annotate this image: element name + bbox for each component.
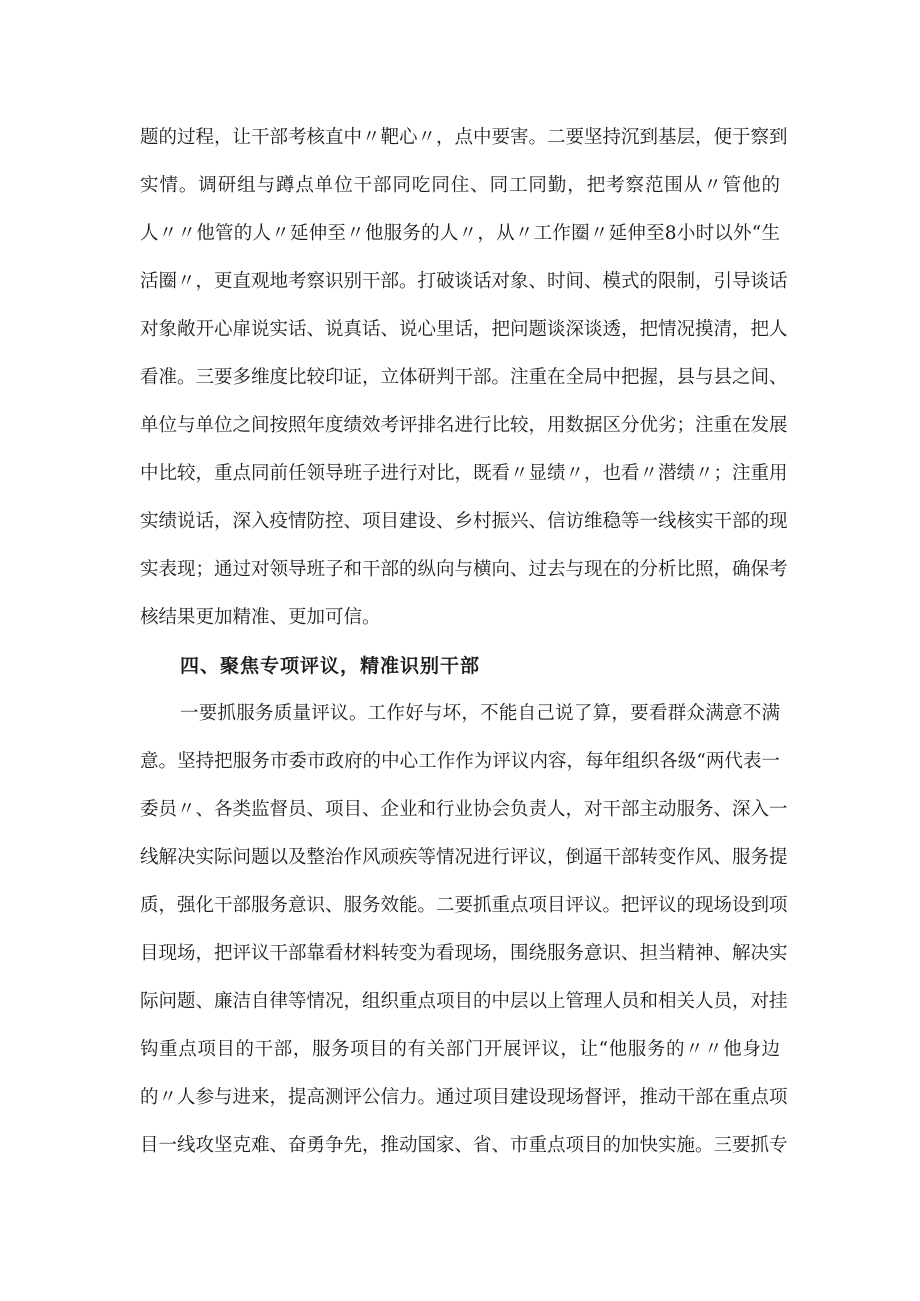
text-line: 意。坚持把服务市委市政府的中心工作作为评议内容，每年组织各级“两代表一 <box>140 751 780 772</box>
text-line: 中比较，重点同前任领导班子进行对比，既看〃显绩〃，也看〃潜绩〃；注重用 <box>140 463 788 484</box>
text-line: 线解决实际问题以及整治作风顽疾等情况进行评议，倒逼干部转变作风、服务提 <box>140 847 788 868</box>
text-line: 题的过程，让干部考核直中〃靶心〃，点中要害。二要坚持沉到基层，便于察到 <box>140 127 788 148</box>
text-line: 单位与单位之间按照年度绩效考评排名进行比较，用数据区分优劣；注重在发展 <box>140 415 788 436</box>
text-line: 际问题、廉洁自律等情况，组织重点项目的中层以上管理人员和相关人员，对挂 <box>140 991 788 1012</box>
section-heading: 四、聚焦专项评议，精准识别干部 <box>180 655 481 677</box>
text-line: 实表现；通过对领导班子和干部的纵向与横向、过去与现在的分析比照，确保考 <box>140 559 788 580</box>
text-line: 实情。调研组与蹲点单位干部同吃同住、同工同勤，把考察范围从〃管他的 <box>140 175 780 196</box>
text-line: 目一线攻坚克难、奋勇争先，推动国家、省、市重点项目的加快实施。三要抓专 <box>140 1135 788 1156</box>
text-line: 目现场，把评议干部靠看材料转变为看现场，围绕服务意识、担当精神、解决实 <box>140 943 788 964</box>
text-line: 看准。三要多维度比较印证，立体研判干部。注重在全局中把握，县与县之间、 <box>140 367 788 388</box>
text-line: 实绩说话，深入疫情防控、项目建设、乡村振兴、信访维稳等一线核实干部的现 <box>140 511 788 532</box>
text-line: 的〃人参与进来，提高测评公信力。通过项目建设现场督评，推动干部在重点项 <box>140 1087 788 1108</box>
text-line: 委员〃、各类监督员、项目、企业和行业协会负责人，对干部主动服务、深入一 <box>140 799 788 820</box>
text-line: 质，强化干部服务意识、服务效能。二要抓重点项目评议。把评议的现场设到项 <box>140 895 788 916</box>
text-line: 钩重点项目的干部，服务项目的有关部门开展评议，让“他服务的〃〃他身边 <box>140 1039 780 1060</box>
text-line: 活圈〃，更直观地考察识别干部。打破谈话对象、时间、模式的限制，引导谈话 <box>140 271 788 292</box>
text-line: 一要抓服务质量评议。工作好与坏，不能自己说了算，要看群众满意不满 <box>180 703 780 724</box>
text-line: 对象敞开心扉说实话、说真话、说心里话，把问题谈深谈透，把情况摸清，把人 <box>140 319 788 340</box>
text-line: 人〃〃他管的人〃延伸至〃他服务的人〃，从〃工作圈〃延伸至8小时以外“生 <box>140 223 780 244</box>
text-line: 核结果更加精准、更加可信。 <box>140 607 381 628</box>
